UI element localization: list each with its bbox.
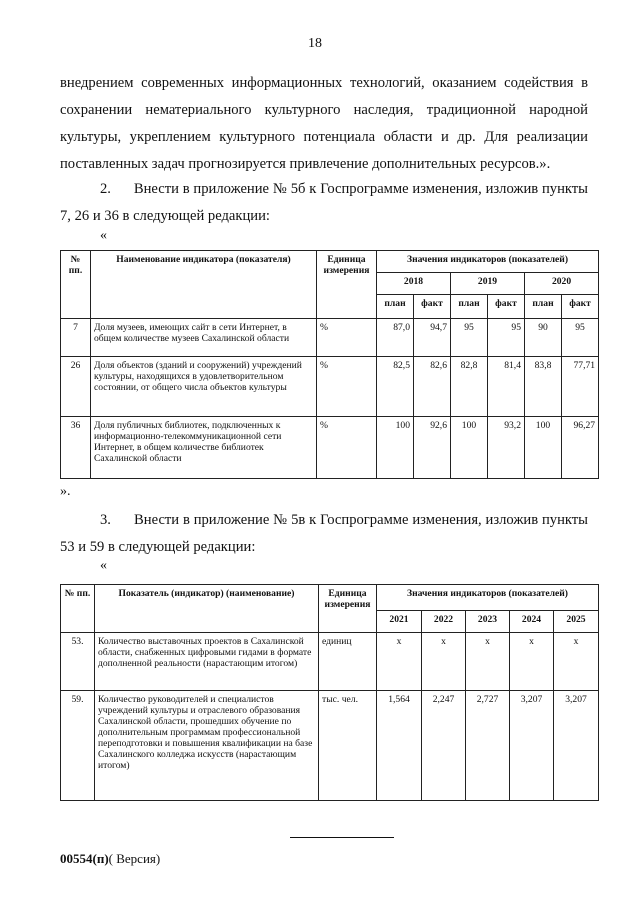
document-code: 00554(п) xyxy=(60,851,109,866)
row-unit: % xyxy=(317,319,377,357)
header-year-2023: 2023 xyxy=(466,611,510,633)
header-year-2018: 2018 xyxy=(377,273,451,295)
header-year-2020: 2020 xyxy=(525,273,599,295)
header-plan: план xyxy=(525,295,562,319)
row-value: 2,247 xyxy=(422,691,466,801)
row-name: Количество выставочных проектов в Сахалинской области, снабженных цифровыми гидами в формате дополненной реальности (нарастающим итогом) xyxy=(95,633,319,691)
footer-document-code xyxy=(60,851,160,867)
table-row xyxy=(61,633,599,691)
row-value: 82,6 xyxy=(414,357,451,417)
row-value: х xyxy=(466,633,510,691)
table-row xyxy=(61,357,599,417)
header-fact: факт xyxy=(488,295,525,319)
indicators-table-5b xyxy=(60,250,599,479)
paragraph-item-3: 3. Внести в приложение № 5в к Госпрограмме изменения, изложив пункты 53 и 59 в следующей редакции: xyxy=(60,512,588,555)
header-indicator-name: Наименование индикатора (показателя) xyxy=(91,251,317,319)
row-value: 100 xyxy=(451,417,488,479)
row-name: Доля публичных библиотек, подключенных к информационно-телекоммуникационной сети Интернет, в общем количестве библиотек Сахалинской области xyxy=(91,417,317,479)
closing-quote-1: ». xyxy=(60,484,71,499)
header-fact: факт xyxy=(414,295,451,319)
row-value: 90 xyxy=(525,319,562,357)
row-value: 77,71 xyxy=(562,357,599,417)
row-value: 92,6 xyxy=(414,417,451,479)
row-value: 93,2 xyxy=(488,417,525,479)
row-number: 26 xyxy=(61,357,91,417)
row-value: 94,7 xyxy=(414,319,451,357)
table-row xyxy=(61,417,599,479)
header-year-2019: 2019 xyxy=(451,273,525,295)
row-value: х xyxy=(510,633,554,691)
document-version: ( Версия) xyxy=(108,851,161,866)
row-value: 82,5 xyxy=(377,357,414,417)
row-value: х xyxy=(422,633,466,691)
row-value: 95 xyxy=(562,319,599,357)
header-plan: план xyxy=(377,295,414,319)
row-unit: % xyxy=(317,357,377,417)
row-name: Доля объектов (зданий и сооружений) учреждений культуры, находящихся в удовлетворительном состоянии, от общего числа объектов культуры xyxy=(91,357,317,417)
row-value: 2,727 xyxy=(466,691,510,801)
header-values: Значения индикаторов (показателей) xyxy=(377,585,599,611)
row-value: 95 xyxy=(488,319,525,357)
page-number: 18 xyxy=(308,36,322,51)
header-year-2024: 2024 xyxy=(510,611,554,633)
opening-quote-2: « xyxy=(100,558,107,573)
row-number: 36 xyxy=(61,417,91,479)
row-value: 100 xyxy=(377,417,414,479)
header-number: № пп. xyxy=(61,585,95,633)
header-year-2022: 2022 xyxy=(422,611,466,633)
row-value: 81,4 xyxy=(488,357,525,417)
row-value: 3,207 xyxy=(554,691,599,801)
paragraph-item-2: 2. Внести в приложение № 5б к Госпрограмме изменения, изложив пункты 7, 26 и 36 в следующей редакции: xyxy=(60,181,588,224)
header-fact: факт xyxy=(562,295,599,319)
header-indicator-name: Показатель (индикатор) (наименование) xyxy=(95,585,319,633)
header-unit: Единица измерения xyxy=(319,585,377,633)
row-number: 53. xyxy=(61,633,95,691)
row-unit: тыс. чел. xyxy=(319,691,377,801)
row-number: 7 xyxy=(61,319,91,357)
paragraph-intro: внедрением современных информационных технологий, оказанием содействия в сохранении нематериального культурного наследия, традиционной народной культуры, укреплением культурного потенциала области и др. Для реализации поставленных задач прогнозируется привлечение дополнительных ресурсов.». xyxy=(60,75,588,172)
row-name: Доля музеев, имеющих сайт в сети Интернет, в общем количестве музеев Сахалинской области xyxy=(91,319,317,357)
row-unit: единиц xyxy=(319,633,377,691)
row-unit: % xyxy=(317,417,377,479)
header-unit: Единица измерения xyxy=(317,251,377,319)
divider-line xyxy=(290,837,394,838)
row-value: 3,207 xyxy=(510,691,554,801)
indicators-table-5v xyxy=(60,584,599,801)
row-value: 1,564 xyxy=(377,691,422,801)
header-plan: план xyxy=(451,295,488,319)
row-number: 59. xyxy=(61,691,95,801)
table-row xyxy=(61,691,599,801)
row-value: х xyxy=(377,633,422,691)
header-number: № пп. xyxy=(61,251,91,319)
row-value: 96,27 xyxy=(562,417,599,479)
row-value: 82,8 xyxy=(451,357,488,417)
row-value: 100 xyxy=(525,417,562,479)
opening-quote-1: « xyxy=(100,228,107,243)
row-value: 83,8 xyxy=(525,357,562,417)
row-value: х xyxy=(554,633,599,691)
row-name: Количество руководителей и специалистов учреждений культуры и отраслевого образования Сахалинской области, прошедших обучение по дополнительным программам профессиональной переподготовки и повышения квалификации на базе Сахалинского колледжа искусств (нарастающим итогом) xyxy=(95,691,319,801)
table-row xyxy=(61,319,599,357)
row-value: 87,0 xyxy=(377,319,414,357)
header-year-2021: 2021 xyxy=(377,611,422,633)
row-value: 95 xyxy=(451,319,488,357)
header-year-2025: 2025 xyxy=(554,611,599,633)
header-values: Значения индикаторов (показателей) xyxy=(377,251,599,273)
